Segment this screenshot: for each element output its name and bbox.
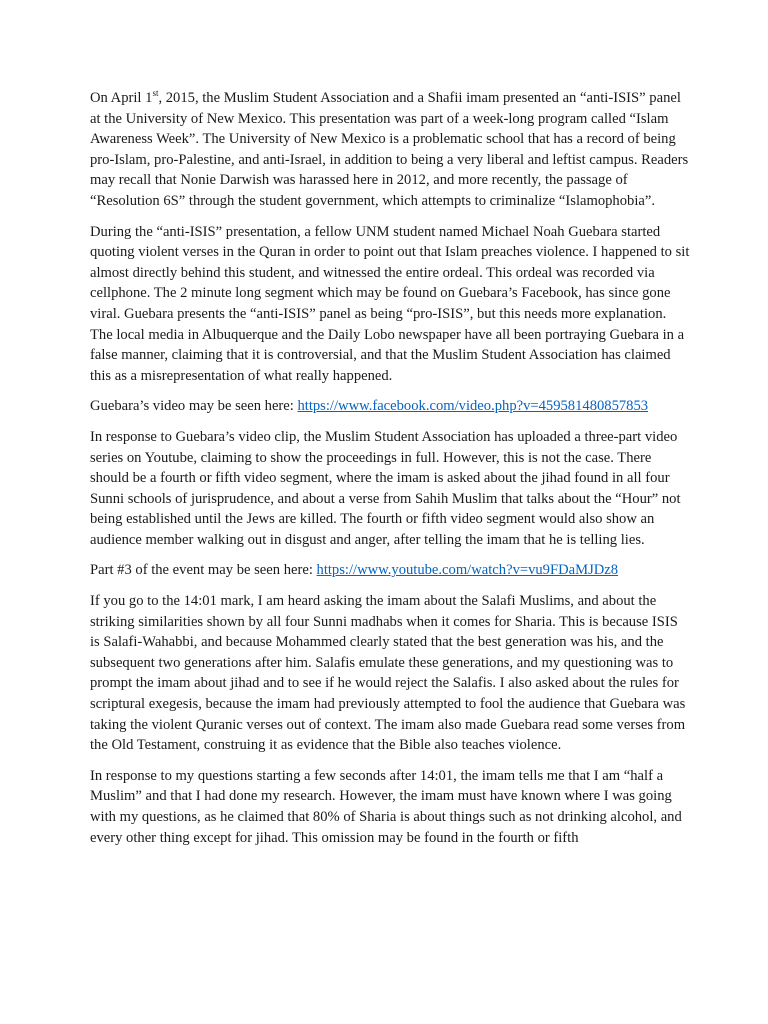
paragraph-1-start: On April 1 (90, 90, 153, 106)
paragraph-2: During the “anti-ISIS” presentation, a fellow UNM student named Michael Noah Guebara started quoting violent verses in the Quran in order to point out that Islam preaches violence. I happened to sit almost directly behind this student, and witnessed the entire ordeal. This ordeal was recorded via cellphone. The 2 minute long segment which may be found on Guebara’s Facebook, has since gone viral. Guebara presents the “anti-ISIS” panel as being “pro-ISIS”, but this needs more explanation. The local media in Albuquerque and the Daily Lobo newspaper have all been portraying Guebara in a false manner, claiming that it is controversial, and that the Muslim Student Association has claimed this as a misrepresentation of what really happened. (90, 223, 690, 384)
paragraph-5 (90, 560, 690, 581)
document-body (90, 88, 690, 858)
paragraph-1 (90, 88, 690, 212)
paragraph-3-text: Guebara’s video may be seen here: (90, 398, 298, 415)
ordinal-suffix: st (152, 88, 159, 99)
paragraph-5-text: Part #3 of the event may be seen here: (90, 562, 317, 579)
paragraph-4: In response to Guebara’s video clip, the Muslim Student Association has uploaded a three-part video series on Youtube, claiming to show the proceedings in full. However, this is not the case. There should be a fourth or fifth video segment, where the imam is asked about the jihad found in all four Sunni schools of jurisprudence, and about a verse from Sahih Muslim that talks about the “Hour” not being established until the Jews are killed. The fourth or fifth video segment would also show an audience member walking out in disgust and anger, after telling the imam that he is telling lies. (90, 428, 681, 548)
paragraph-6: If you go to the 14:01 mark, I am heard asking the imam about the Salafi Muslims, and about the striking similarities shown by all four Sunni madhabs when it comes for Sharia. This is because ISIS is Salafi-Wahabbi, and because Mohammed clearly stated that the best generation was his, and the subsequent two generations after him. Salafis emulate these generations, and my questioning was to prompt the imam about jihad and to see if he would reject the Salafis. I also asked about the rules for scriptural exegesis, because the imam had previously attempted to fool the audience that Guebara was taking the violent Quranic verses out of context. The imam also made Guebara read some verses from the Old Testament, construing it as evidence that the Bible also teaches violence. (90, 593, 686, 754)
youtube-video-link[interactable]: https://www.youtube.com/watch?v=vu9FDaMJDz8 (316, 562, 619, 579)
facebook-video-link[interactable]: https://www.facebook.com/video.php?v=459581480857853 (297, 398, 649, 415)
paragraph-1-rest: , 2015, the Muslim Student Association and a Shafii imam presented an “anti-ISIS” panel at the University of New Mexico. This presentation was part of a week-long program called “Islam Awareness Week”. The University of New Mexico is a problematic school that has a record of being pro-Islam, pro-Palestine, and anti-Israel, in addition to being a very liberal and leftist campus. Readers may recall that Nonie Darwish was harassed here in 2012, and more recently, the passage of “Resolution 6S” through the student government, which attempts to criminalize “Islamophobia”. (90, 90, 689, 209)
paragraph-3 (90, 396, 690, 417)
paragraph-7: In response to my questions starting a few seconds after 14:01, the imam tells me that I am “half a Muslim” and that I had done my research. However, the imam must have known where I was going with my questions, as he claimed that 80% of Sharia is about things such as not drinking alcohol, and every other thing except for jihad. This omission may be found in the fourth or fifth (90, 767, 682, 846)
